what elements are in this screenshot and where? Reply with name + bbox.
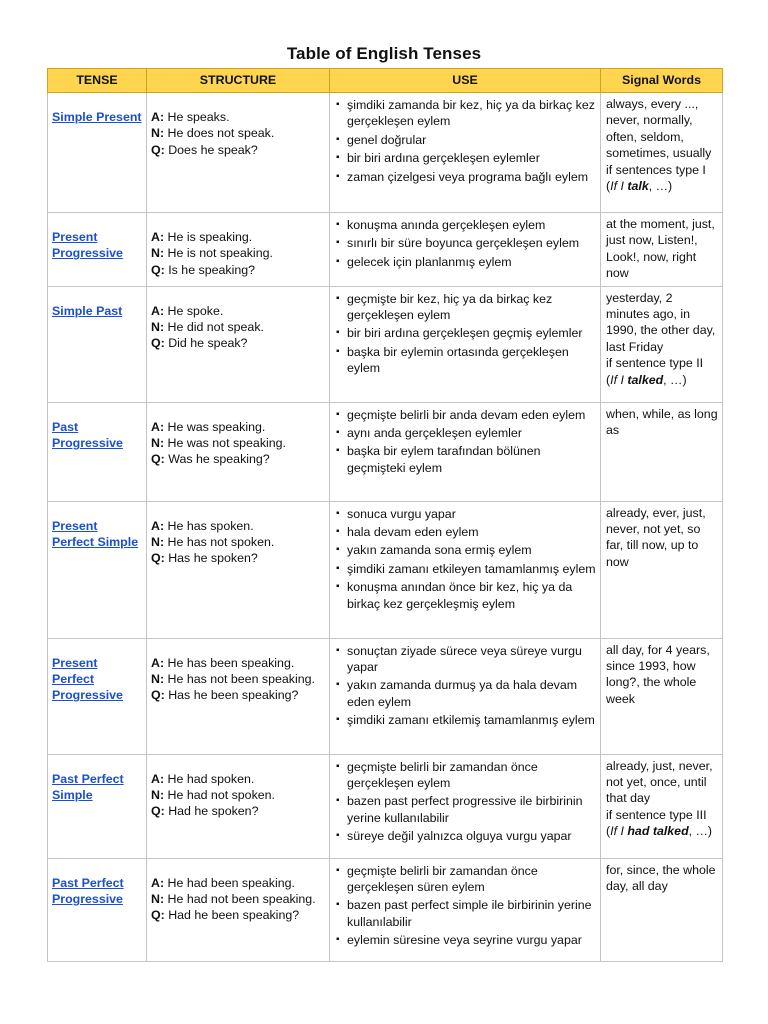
header-signal-words: Signal Words [601,69,723,93]
table-row [48,286,723,402]
use-cell [330,754,601,858]
structure-n-text: He has not spoken. [167,535,275,550]
use-item [336,407,596,423]
page-title: Table of English Tenses [286,44,482,63]
signal-words-text: at the moment, just, just now, Listen!, Look!, now, right now [606,217,715,281]
use-item [336,828,596,844]
use-item-text: şimdiki zamanı etkilemiş tamamlanmış eylem [347,713,595,728]
bullet-icon: ▪ [336,714,340,726]
signal-words-cell [601,93,723,213]
structure-q-line [151,803,325,819]
use-list [336,291,596,377]
structure-cell [147,754,330,858]
tense-link[interactable]: Simple Past [52,303,123,318]
structure-n-label: N: [151,535,165,550]
table-row [48,754,723,858]
bullet-icon: ▪ [336,292,340,304]
structure-a-label: A: [151,771,165,786]
use-item-text: geçmişte belirli bir zamandan önce gerçekleşen süren eylem [347,863,538,895]
bullet-icon: ▪ [336,934,340,946]
structure-cell [147,93,330,213]
use-item [336,712,596,728]
table-row [48,93,723,213]
bullet-icon: ▪ [336,644,340,656]
use-item [336,506,596,522]
use-item [336,344,596,377]
signal-words-cell [601,754,723,858]
structure-q-line [151,687,325,703]
signal-words-cell [601,638,723,754]
tense-cell [48,213,147,287]
use-cell [330,286,601,402]
signal-words-text: for, since, the whole day, all day [606,862,716,894]
bullet-icon: ▪ [336,760,340,772]
structure-a-label: A: [151,518,165,533]
signal-words-cell [601,213,723,287]
structure-q-text: Is he speaking? [168,262,256,277]
use-item-text: genel doğrular [347,132,427,147]
structure-a-text: He speaks. [167,110,230,124]
structure-n-text: He was not speaking. [167,436,286,451]
structure-n-label: N: [151,320,165,335]
signal-words-cell [601,402,723,501]
use-item [336,235,596,251]
use-list [336,863,596,949]
signal-words-text: always, every ..., never, normally, often, seldom, sometimes, usually [606,97,712,161]
use-item [336,793,596,826]
use-item-text: yakın zamanda sona ermiş eylem [347,543,532,558]
example-verb: had talked [627,824,689,839]
use-item [336,677,596,710]
use-item [336,561,596,577]
use-item [336,579,596,612]
bullet-icon: ▪ [336,170,340,182]
structure-a-text: He is speaking. [167,230,253,244]
structure-cell [147,501,330,638]
use-cell [330,93,601,213]
use-cell [330,858,601,961]
tense-link[interactable]: Past Perfect Progressive [52,875,124,907]
table-row [48,402,723,501]
structure-cell [147,402,330,501]
structure-a-line [151,875,325,891]
bullet-icon: ▪ [336,237,340,249]
use-cell [330,213,601,287]
structure-q-line [151,262,325,278]
structure-a-text: He had been speaking. [167,875,295,890]
use-item [336,97,596,130]
structure-a-line [151,303,325,319]
use-item-text: geçmişte belirli bir anda devam eden eylem [347,407,586,422]
tense-cell [48,754,147,858]
example-verb: talk [627,179,649,194]
tense-link[interactable]: Present Perfect Progressive [52,655,123,703]
structure-q-text: Does he speak? [168,142,258,157]
use-item [336,863,596,896]
table-body [48,93,723,962]
structure-a-label: A: [151,875,165,890]
tense-cell [48,93,147,213]
structure-a-text: He has been speaking. [167,655,295,670]
structure-a-text: He had spoken. [167,771,255,786]
signal-words-text: all day, for 4 years, since 1993, how long?, the whole week [606,642,710,706]
bullet-icon: ▪ [336,830,340,842]
signal-words-cell [601,501,723,638]
table-row [48,213,723,287]
use-item [336,443,596,476]
structure-n-text: He is not speaking. [167,246,273,261]
conditional-example [606,178,718,194]
use-item-text: şimdiki zamanı etkileyen tamamlanmış eylem [347,561,596,576]
use-list [336,759,596,845]
structure-n-line [151,787,325,803]
use-item [336,643,596,676]
use-item-text: süreye değil yalnızca olguya vurgu yapar [347,829,572,844]
tense-link[interactable]: Past Perfect Simple [52,771,124,803]
use-item [336,132,596,148]
structure-q-text: Had he been speaking? [168,908,300,923]
use-item-text: konuşma anından önce bir kez, hiç ya da birkaç kez gerçekleşmiş eylem [347,580,573,611]
structure-q-text: Has he been speaking? [168,688,299,703]
use-item [336,217,596,233]
tense-cell [48,638,147,754]
use-item-text: geçmişte belirli bir zamandan önce gerçekleşen eylem [347,759,538,791]
structure-q-line [151,142,325,158]
structure-n-line [151,534,325,550]
structure-q-text: Did he speak? [168,336,248,351]
structure-a-line [151,229,325,245]
use-item-text: başka bir eylem tarafından bölünen geçmişteki eylem [347,444,541,475]
signal-words-text: already, just, never, not yet, once, until that day [606,758,713,806]
use-cell [330,638,601,754]
structure-a-line [151,655,325,671]
signal-words-text: when, while, as long as [606,406,718,438]
example-open-paren: ( [606,372,611,387]
bullet-icon: ▪ [336,219,340,230]
use-item-text: bir biri ardına gerçekleşen eylemler [347,151,540,166]
structure-cell [147,286,330,402]
bullet-icon: ▪ [336,544,340,556]
structure-q-label: Q: [151,688,165,703]
structure-n-line [151,671,325,687]
use-item-text: bir biri ardına gerçekleşen geçmiş eylemler [347,326,583,341]
bullet-icon: ▪ [336,133,340,145]
example-open-paren: ( [606,824,611,839]
bullet-icon: ▪ [336,562,340,574]
bullet-icon: ▪ [336,427,340,439]
use-item [336,150,596,166]
structure-q-label: Q: [151,142,165,157]
structure-a-line [151,109,325,125]
structure-q-line [151,451,325,467]
structure-cell [147,638,330,754]
structure-n-line [151,125,325,141]
bullet-icon: ▪ [336,581,340,593]
bullet-icon: ▪ [336,899,340,911]
structure-a-text: He has spoken. [167,518,254,533]
use-item-text: aynı anda gerçekleşen eylemler [347,426,522,441]
conditional-type-label: if sentence type III [606,807,707,822]
use-item-text: başka bir eylemin ortasında gerçekleşen eylem [347,344,569,376]
use-item-text: bazen past perfect simple ile birbirinin yerine kullanılabilir [347,898,592,929]
structure-n-text: He does not speak. [167,126,275,141]
use-item-text: konuşma anında gerçekleşen eylem [347,218,546,232]
use-item [336,542,596,558]
structure-a-label: A: [151,655,165,670]
structure-n-line [151,435,325,451]
tense-cell [48,858,147,961]
structure-n-label: N: [151,892,165,907]
header-structure: STRUCTURE [147,69,330,93]
structure-n-text: He had not spoken. [167,788,275,803]
table-header-row [48,69,723,93]
bullet-icon: ▪ [336,864,340,876]
use-item [336,291,596,324]
structure-n-label: N: [151,788,165,803]
use-list [336,217,596,270]
use-item [336,759,596,792]
tense-cell [48,286,147,402]
use-item [336,254,596,270]
use-item-text: sonuçtan ziyade sürece veya süreye vurgu yapar [347,643,582,675]
bullet-icon: ▪ [336,526,340,538]
header-tense: TENSE [48,69,147,93]
structure-q-text: Had he spoken? [168,804,259,819]
use-list [336,643,596,729]
use-item [336,325,596,341]
bullet-icon: ▪ [336,99,340,110]
structure-a-label: A: [151,110,165,124]
conditional-example [606,823,718,839]
structure-n-text: He has not been speaking. [167,672,315,687]
tense-link[interactable]: Present Progressive [52,230,123,261]
tense-cell [48,501,147,638]
tense-cell [48,402,147,501]
use-list [336,97,596,185]
signal-words-cell [601,858,723,961]
signal-words-cell [601,286,723,402]
use-item [336,425,596,441]
use-item-text: sonuca vurgu yapar [347,506,456,521]
tenses-table [47,68,723,962]
example-verb: talked [627,372,664,387]
structure-n-label: N: [151,126,165,141]
structure-a-line [151,771,325,787]
structure-n-label: N: [151,246,165,261]
table-row [48,858,723,961]
conditional-example [606,372,718,388]
use-item [336,524,596,540]
conditional-type-label: if sentences type I [606,162,706,177]
structure-q-label: Q: [151,262,165,277]
structure-n-text: He did not speak. [167,320,264,335]
bullet-icon: ▪ [336,507,340,519]
structure-q-line [151,550,325,566]
use-cell [330,501,601,638]
signal-words-text: yesterday, 2 minutes ago, in 1990, the other day, last Friday [606,290,716,354]
bullet-icon: ▪ [336,408,340,420]
structure-a-text: He spoke. [167,303,224,318]
use-list [336,407,596,477]
use-list [336,506,596,612]
use-item-text: şimdiki zamanda bir kez, hiç ya da birkaç kez gerçekleşen eylem [347,98,595,129]
use-item-text: yakın zamanda durmuş ya da hala devam eden eylem [347,678,578,709]
tense-link[interactable]: Simple Present [52,110,142,124]
structure-q-line [151,335,325,351]
tense-link[interactable]: Present Perfect Simple [52,518,139,550]
example-close: , …) [663,372,687,387]
use-item-text: eylemin süresine veya seyrine vurgu yapar [347,933,582,948]
bullet-icon: ▪ [336,255,340,267]
structure-n-text: He had not been speaking. [167,892,316,907]
structure-n-line [151,891,325,907]
bullet-icon: ▪ [336,445,340,457]
structure-q-label: Q: [151,908,165,923]
use-cell [330,402,601,501]
example-close: , …) [688,824,713,839]
structure-a-text: He was speaking. [167,419,266,434]
structure-q-label: Q: [151,336,165,351]
tense-link[interactable]: Past Progressive [52,419,123,451]
structure-a-line [151,419,325,435]
example-italic-text: If I [610,179,628,194]
structure-a-line [151,518,325,534]
table-row [48,501,723,638]
use-item-text: geçmişte bir kez, hiç ya da birkaç kez gerçekleşen eylem [347,291,553,323]
signal-words-text: already, ever, just, never, not yet, so far, till now, up to now [606,505,706,569]
use-item [336,169,596,185]
structure-n-line [151,245,325,261]
bullet-icon: ▪ [336,327,340,339]
structure-q-label: Q: [151,452,165,467]
structure-cell [147,858,330,961]
structure-n-line [151,319,325,335]
conditional-type-label: if sentence type II [606,356,704,371]
structure-a-label: A: [151,230,165,244]
example-italic-text: If I [610,824,628,839]
structure-cell [147,213,330,287]
structure-a-label: A: [151,303,165,318]
example-italic-text: If I [610,372,628,387]
structure-a-label: A: [151,419,165,434]
use-item [336,897,596,930]
bullet-icon: ▪ [336,795,340,807]
structure-n-label: N: [151,672,165,687]
use-item-text: gelecek için planlanmış eylem [347,254,512,269]
structure-n-label: N: [151,436,165,451]
use-item [336,932,596,948]
bullet-icon: ▪ [336,679,340,691]
bullet-icon: ▪ [336,152,340,164]
example-close: , …) [648,179,673,194]
structure-q-line [151,907,325,923]
bullet-icon: ▪ [336,345,340,357]
structure-q-text: Has he spoken? [168,551,258,566]
example-open-paren: ( [606,179,611,194]
use-item-text: sınırlı bir süre boyunca gerçekleşen eylem [347,236,580,251]
structure-q-text: Was he speaking? [168,452,270,467]
use-item-text: hala devam eden eylem [347,525,479,540]
use-item-text: zaman çizelgesi veya programa bağlı eylem [347,169,589,184]
table-row [48,638,723,754]
structure-q-label: Q: [151,804,165,819]
header-use: USE [330,69,601,93]
use-item-text: bazen past perfect progressive ile birbirinin yerine kullanılabilir [347,794,583,825]
structure-q-label: Q: [151,551,165,566]
